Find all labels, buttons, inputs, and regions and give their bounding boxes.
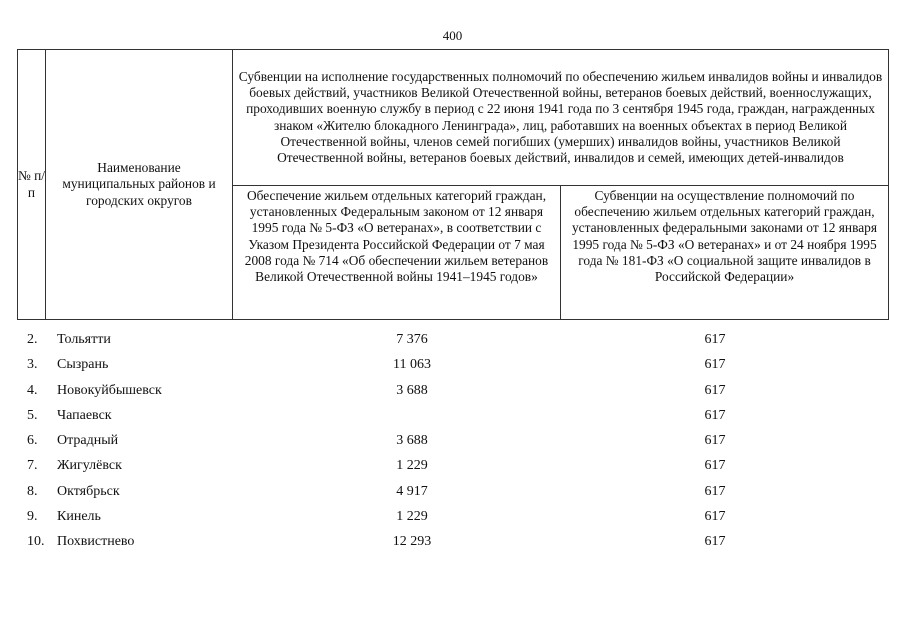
row-number: 3. [27,357,38,373]
row-value-sub2: 617 [704,332,726,347]
row-value-sub1: 3 688 [396,433,428,449]
table-row [17,378,889,403]
column-header-number: № п/п [18,50,46,320]
row-number: 10. [27,534,45,550]
table-row [17,403,889,428]
row-value-sub1: 3 688 [396,382,428,398]
table-row [17,352,889,377]
column-group-header: Субвенции на исполнение государственных полномочий по обеспечению жильем инвалидов войны и инвалидов боевых действий, участников Великой Отечественной войны, ветеранов боевых действий, военнослужащих, проходивших военную службу в период с 22 июня 1941 года по 3 сентября 1945 года, граждан, награжденных знаком «Жителю блокадного Ленинграда», лиц, работавших на военных объектах в период Великой Отечественной войны, членов семей погибших (умерших) инвалидов войны, участников Великой Отечественной войны, ветеранов боевых действий, инвалидов и семей, имеющих детей-инвалидов [233,50,889,186]
row-value-sub2: 617 [704,382,726,398]
row-value-sub1: 11 063 [393,357,431,373]
row-number: 9. [27,509,38,525]
row-number: 5. [27,407,38,423]
table-row [17,453,889,478]
table-row [17,529,889,554]
row-value-sub1: 1 229 [396,509,428,525]
column-header-sub2: Субвенции на осуществление полномочий по обеспечению жильем отдельных категорий граждан, установленных федеральными законами от 12 января 1995 года № 5-ФЗ «О ветеранах» и от 24 ноября 1995 года № 181-ФЗ «О социальной защите инвалидов в Российской Федерации» [561,186,889,320]
column-header-name: Наименование муниципальных районов и городских округов [46,50,233,320]
table-row [17,327,889,352]
row-value-sub2: 617 [704,407,726,423]
row-value-sub2: 617 [704,357,726,373]
row-value-sub1: 7 376 [396,332,428,347]
row-number: 8. [27,483,38,499]
row-name: Отрадный [57,433,119,449]
row-name: Новокуйбышевск [57,382,162,398]
row-value-sub2: 617 [704,433,726,449]
row-number: 4. [27,382,38,398]
table-row [17,428,889,453]
row-name: Тольятти [57,332,111,347]
row-value-sub1: 1 229 [396,458,428,474]
row-name: Сызрань [57,357,109,373]
row-name: Жигулёвск [57,458,122,474]
table-row [17,504,889,529]
row-number: 2. [27,332,38,347]
row-name: Октябрьск [57,483,120,499]
row-name: Кинель [57,509,101,525]
row-number: 6. [27,433,38,449]
row-value-sub2: 617 [704,483,726,499]
row-number: 7. [27,458,38,474]
row-value-sub1: 4 917 [396,483,428,499]
row-value-sub2: 617 [704,509,726,525]
row-value-sub2: 617 [704,534,726,550]
row-value-sub2: 617 [704,458,726,474]
table-header [17,49,889,320]
row-value-sub1: 12 293 [392,534,432,550]
table-row [17,479,889,504]
column-header-sub1: Обеспечение жильем отдельных категорий граждан, установленных Федеральным законом от 12 января 1995 года № 5-ФЗ «О ветеранах», в соответствии с Указом Президента Российской Федерации от 7 мая 2008 года № 714 «Об обеспечении жильем ветеранов Великой Отечественной войны 1941–1945 годов» [233,186,561,320]
row-name: Чапаевск [57,407,112,423]
page-number: 400 [442,28,463,43]
table-body [17,327,889,555]
row-name: Похвистнево [57,534,135,550]
